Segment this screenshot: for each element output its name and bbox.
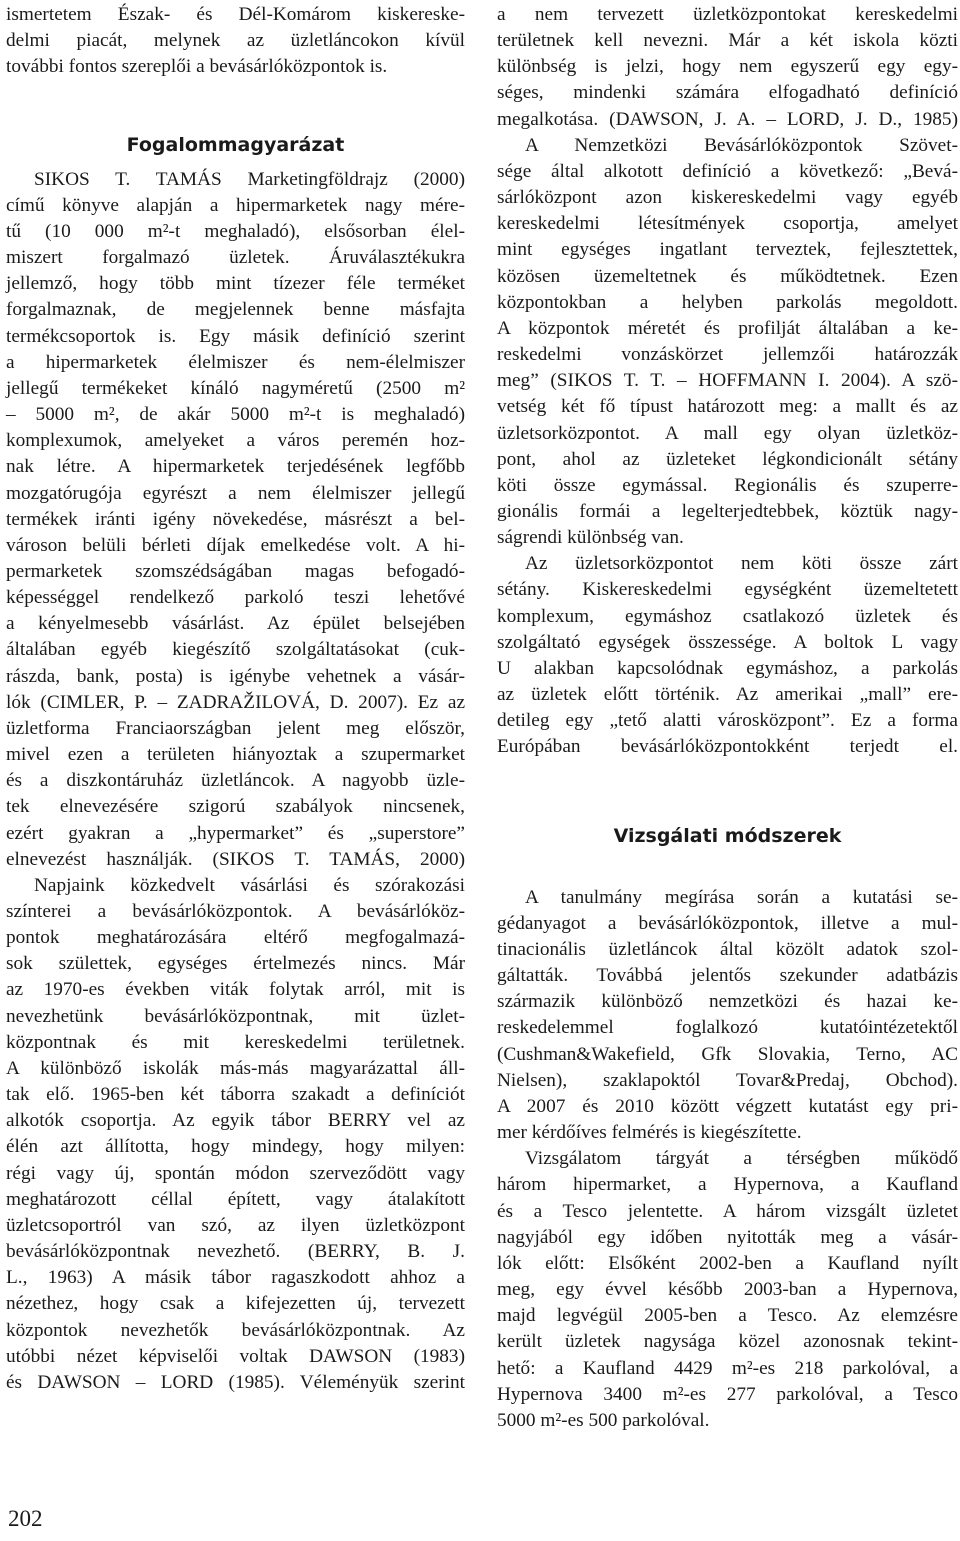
text-line: három hipermarket, a Hypernova, a Kaufland — [497, 1174, 958, 1196]
text-line: ismertetem Észak- és Dél-Komárom kiskereske- — [6, 4, 465, 25]
text-line: L., 1963) A másik tábor ragaszkodott ahhoz a — [6, 1267, 465, 1289]
text-line: Az üzletsorközpontot nem köti össze zárt — [525, 553, 958, 575]
text-line: termékcsoportok is. Egy másik definíció szerint — [6, 325, 465, 347]
text-line: komplexumok, amelyeket a város peremén hoz- — [6, 430, 465, 452]
section-heading-vizsgalati-modszerek: Vizsgálati módszerek — [613, 824, 842, 847]
text-line: (Cushman&Wakefield, Gfk Slovakia, Terno, AC — [497, 1043, 958, 1065]
text-line: reskedelemmel foglalkozó kutatóintézetektől — [497, 1017, 958, 1039]
text-line: mer kérdőíves felmérés is kiegészítette. — [497, 1122, 802, 1144]
text-line: az 1970-es években viták folytak arról, mit is — [6, 979, 465, 1001]
text-line: mint egységes ingatlant terveztek, fejlesztettek, — [497, 239, 958, 261]
text-line: és a Tesco jelentette. A három vizsgált üzletet — [497, 1200, 958, 1222]
page-number: 202 — [8, 1506, 43, 1531]
text-line: rászda, bank, posta) is igénybe vehetnek a vásár- — [6, 665, 465, 687]
text-line: SIKOS T. TAMÁS Marketingföldrajz (2000) — [34, 168, 465, 190]
text-line: üzletcsoportról van szó, az ilyen üzletközpont — [6, 1214, 465, 1236]
text-line: ságrendi különbség van. — [497, 527, 684, 549]
text-line: Vizsgálatom tárgyát a térségben működő — [525, 1148, 958, 1170]
text-line: 5000 m²-es 500 parkolóval. — [497, 1409, 710, 1431]
text-line: – 5000 m², de akár 5000 m²-t is meghaladó) — [6, 404, 465, 426]
text-line: tű (10 000 m²-t meghaladó), elsősorban élel- — [6, 220, 465, 242]
text-line: permarketek szomszédságában magas befogadó- — [6, 560, 465, 582]
text-line: A központok méretét és profilját általában a ke- — [497, 317, 958, 339]
text-line: régi vagy új, spontán módon szerveződött vagy — [6, 1162, 465, 1184]
text-line: szolgáltató egységek összessége. A boltok L vagy — [497, 631, 958, 653]
text-line: majd legvégül 2005-ben a Tesco. Az elemzésre — [497, 1305, 958, 1327]
text-line: Napjaink közkedvelt vásárlási és szórakozási — [34, 874, 465, 896]
text-line: nevezhetünk bevásárlóközpontnak, mit üzlet- — [6, 1005, 465, 1027]
text-line: került üzletek nagysága közel azonosnak tekint- — [497, 1331, 958, 1353]
text-line: komplexum, egymáshoz csatlakozó üzletek és — [497, 605, 958, 627]
text-line: detileg egy „tető alatti városközpont”. Ez a forma — [497, 710, 958, 732]
text-line: központokban a helyben parkolás megoldott. — [497, 291, 958, 313]
text-line: pontok meghatározására eltérő megfogalmazá- — [6, 927, 465, 949]
text-line: üzletsorközpontot. A mall egy olyan üzletköz- — [497, 422, 958, 444]
text-line: közösen üzemeltetnek és működtetnek. Ezen — [497, 265, 958, 287]
text-line: gionális formái a legelterjedtebbek, köztük nagy- — [497, 500, 958, 522]
text-line: élén azt állította, hogy mindegy, hogy milyen: — [6, 1136, 465, 1158]
text-line: üzletforma Franciaországban jelent meg először, — [6, 717, 465, 739]
text-line: lók előtt: Elsőként 2002-ben a Kaufland nyílt — [497, 1252, 958, 1274]
text-line: gédanyagot a bevásárlóközpontok, illetve a mul- — [497, 912, 958, 934]
text-line: mivel ezen a területen hiányoztak a szupermarket — [6, 744, 465, 766]
right-column — [497, 2, 958, 1434]
text-line: című könyve alapján a hipermarketek nagy mére- — [6, 194, 465, 216]
text-line: jellemző, hogy több mint tízezer féle terméket — [6, 273, 465, 295]
text-line: nagyjából egy időben nyitották meg a vásár- — [497, 1226, 958, 1248]
text-line: meg” (SIKOS T. T. – HOFFMANN I. 2004). A szö- — [497, 370, 958, 392]
text-line: nézethez, hogy csak a kifejezetten új, tervezett — [6, 1293, 465, 1315]
text-line: vetség két fő típust határozott meg: a mallt és az — [497, 396, 958, 418]
text-line: sárlóközpont azon kiskereskedelmi vagy egyéb — [497, 187, 958, 209]
text-line: különbség is jelzi, hogy nem egyszerű egy egy- — [497, 56, 958, 78]
text-line: Európában bevásárlóközpontokként terjedt el. — [497, 736, 958, 758]
text-line: delmi piacát, melynek az üzletláncokon kívül — [6, 30, 465, 52]
text-line: termékek iránti igény növekedése, másrészt a bel- — [6, 508, 465, 530]
text-line: nak létre. A hipermarketek terjedésének legfőbb — [6, 456, 465, 478]
text-line: A 2007 és 2010 között végzett kutatást egy pri- — [497, 1095, 958, 1117]
text-line: képességgel rendelkező parkoló teszi lehetővé — [6, 587, 465, 609]
text-line: mozgatórugója egyrészt a nem élelmiszer jellegű — [6, 482, 465, 504]
text-line: a hipermarketek élelmiszer és nem-élelmiszer — [6, 351, 465, 373]
text-line: városon belüli bérleti díjak emelkedése volt. A hi- — [6, 534, 465, 556]
left-column — [6, 2, 465, 1396]
text-line: lók (CIMLER, P. – ZADRAŽILOVÁ, D. 2007). Ez az — [6, 691, 465, 713]
text-line: további fontos szereplői a bevásárlóközpontok is. — [6, 56, 388, 78]
text-line: és DAWSON – LORD (1985). Véleményük szerint — [6, 1371, 465, 1393]
text-line: tinacionális üzletláncok által közölt adatok szol- — [497, 939, 958, 960]
text-line: utóbbi nézet képviselői voltak DAWSON (1983) — [6, 1345, 465, 1367]
text-line: a kényelmesebb vásárlást. Az épület belsejében — [6, 613, 465, 635]
text-line: hető: a Kaufland 4429 m²-es 218 parkolóval, a — [497, 1357, 958, 1379]
text-line: meghatározott céllal épített, vagy átalakított — [6, 1188, 465, 1210]
text-line: a nem tervezett üzletközpontokat kereskedelmi — [497, 4, 958, 25]
text-line: A különböző iskolák más-más magyarázattal áll- — [6, 1057, 465, 1079]
text-line: területnek kell nevezni. Már a két iskola közti — [497, 30, 958, 52]
text-line: séges, mindenki számára elfogadható definíció — [497, 82, 958, 104]
text-line: Nielsen), szaklapoktól Tovar&Predaj, Obchod). — [497, 1069, 958, 1091]
text-line: bevásárlóközpontnak nevezhető. (BERRY, B. J. — [6, 1241, 465, 1263]
text-line: színterei a bevásárlóközpontok. A bevásárlóköz- — [6, 901, 465, 922]
text-line: gáltatták. Továbbá jelentős szekunder adatbázis — [497, 965, 958, 987]
text-line: meg, egy évvel később 2003-ban a Hypernova, — [497, 1279, 958, 1301]
text-line: központok nevezhetők bevásárlóközpontnak. Az — [6, 1319, 465, 1341]
text-line: forgalmaznak, de megjelennek benne másfajta — [6, 299, 465, 321]
text-line: megalkotása. (DAWSON, J. A. – LORD, J. D., 1985) — [497, 108, 958, 130]
text-line: sége által alkotott definíció a következő: „Bevá- — [497, 160, 958, 182]
text-line: A tanulmány megírása során a kutatási se- — [525, 886, 958, 908]
text-line: és a diszkontáruház üzletláncok. A nagyobb üzle- — [6, 770, 465, 792]
text-line: központnak és mit kereskedelmi területnek. — [6, 1031, 465, 1053]
text-line: kereskedelmi létesítmények csoportja, amelyet — [497, 213, 958, 235]
text-line: miszert forgalmazó üzletek. Áruválasztékukra — [6, 247, 465, 269]
section-heading-fogalommagyarazat: Fogalommagyarázat — [126, 134, 345, 157]
text-line: általában egyéb kiegészítő szolgáltatásokat (cuk- — [6, 639, 465, 661]
text-line: Hypernova 3400 m²-es 277 parkolóval, a Tesco — [497, 1383, 958, 1405]
text-line: származik különböző nemzetközi és hazai ke- — [497, 991, 958, 1013]
text-line: alkotók csoportja. Az egyik tábor BERRY vel az — [6, 1110, 465, 1132]
text-line: elnevezést használják. (SIKOS T. TAMÁS, 2000) — [6, 848, 465, 870]
text-line: tek elnevezésére szigorú szabályok nincsenek, — [6, 796, 465, 818]
text-line: reskedelmi vonzáskörzet jellemzői határozzák — [497, 344, 958, 366]
text-line: U alakban kapcsolódnak egymáshoz, a parkolás — [497, 657, 958, 679]
text-line: tak elő. 1965-ben két táborra szakadt a definíciót — [6, 1084, 465, 1106]
text-line: pont, ahol az üzleteket légkondicionált sétány — [497, 448, 958, 470]
text-line: az üzletek előtt történik. Az amerikai „mall” ere- — [497, 684, 958, 706]
text-line: sétány. Kiskereskedelmi egységként üzemeltetett — [497, 579, 958, 601]
text-line: jellegű termékeket kínáló nagyméretű (2500 m² — [6, 377, 465, 399]
text-line: köti össze egymással. Regionális és szuperre- — [497, 474, 958, 496]
text-line: ezért gyakran a „hypermarket” és „superstore” — [6, 822, 465, 844]
text-line: A Nemzetközi Bevásárlóközpontok Szövet- — [525, 134, 958, 156]
text-line: sok születtek, egységes értelmezés nincs. Már — [6, 953, 465, 975]
